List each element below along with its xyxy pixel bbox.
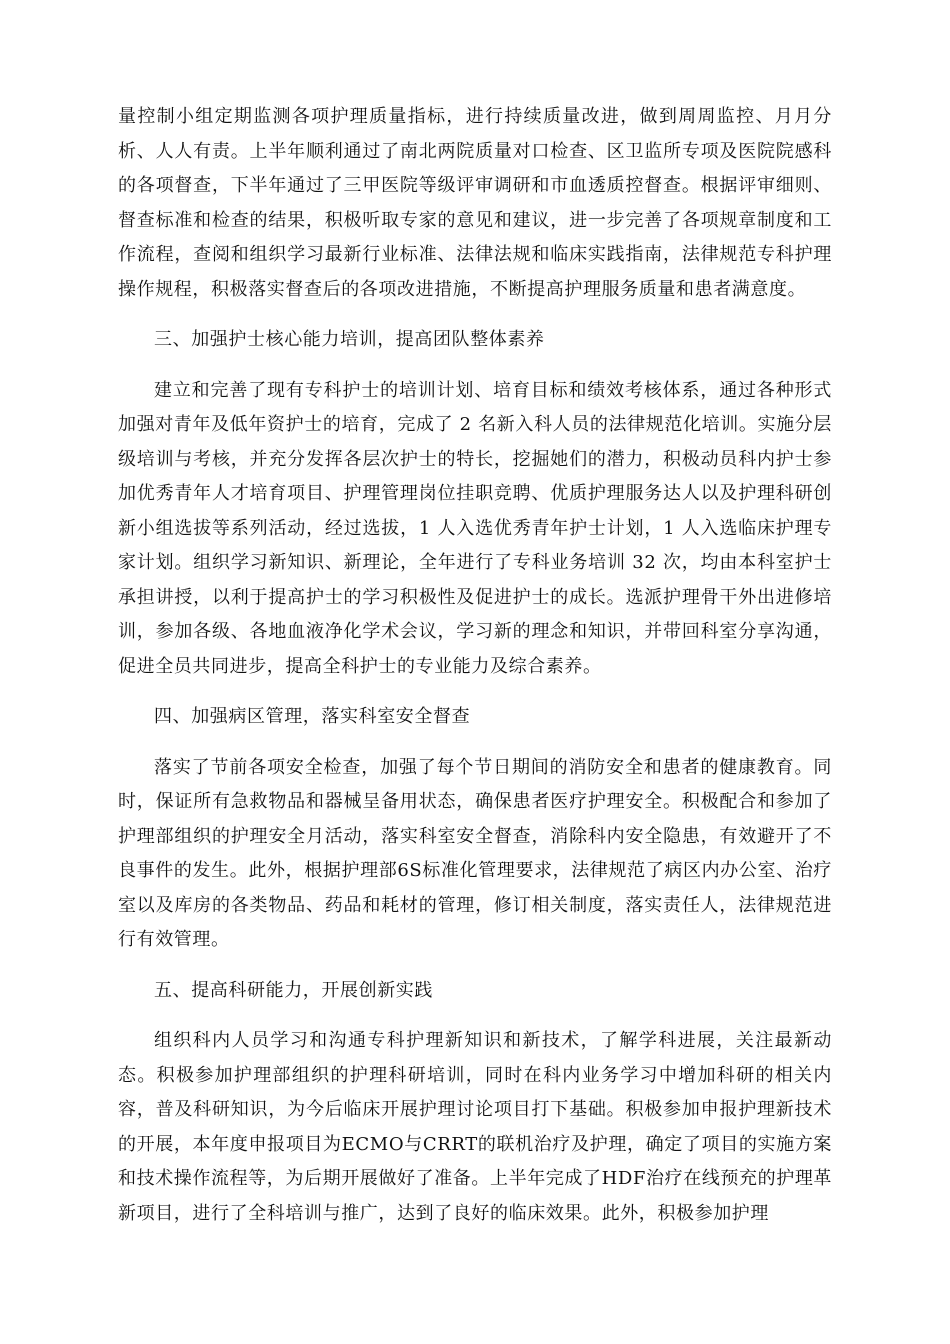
paragraph-gap	[118, 958, 832, 974]
section-heading-4: 四、加强病区管理，落实科室安全督查	[154, 706, 471, 727]
paragraph-safety: 落实了节前各项安全检查，加强了每个节日期间的消防安全和患者的健康教育。同时，保证所有急救物品和器械呈备用状态，确保患者医疗护理安全。积极配合和参加了护理部组织的护理安全月活动，落实科室安全督查，消除科内安全隐患，有效避开了不良事件的发生。此外，根据护理部6S标准化管理要求，法律规范了病区内办公室、治疗室以及库房的各类物品、药品和耗材的管理，修订相关制度，落实责任人，法律规范进行有效管理。	[118, 756, 832, 950]
paragraph-gap	[118, 1008, 832, 1024]
paragraph-gap	[118, 735, 832, 751]
paragraph-quality-control: 量控制小组定期监测各项护理质量指标，进行持续质量改进，做到周周监控、月月分析、人人有责。上半年顺利通过了南北两院质量对口检查、区卫监所专项及医院院感科的各项督查，下半年通过了三甲医院等级评审调研和市血透质控督查。根据评审细则、督查标准和检查的结果，积极听取专家的意见和建议，进一步完善了各项规章制度和工作流程，查阅和组织学习最新行业标准、法律法规和临床实践指南，法律规范专科护理操作规程，积极落实督查后的各项改进措施，不断提高护理服务质量和患者满意度。	[118, 106, 832, 300]
section-heading-3: 三、加强护士核心能力培训，提高团队整体素养	[154, 329, 545, 350]
paragraph-research: 组织科内人员学习和沟通专科护理新知识和新技术，了解学科进展，关注最新动态。积极参加护理部组织的护理科研培训，同时在科内业务学习中增加科研的相关内容，普及科研知识，为今后临床开展护理讨论项目打下基础。积极参加申报护理新技术的开展，本年度申报项目为ECMO与CRRT的联机治疗及护理，确定了项目的实施方案和技术操作流程等，为后期开展做好了准备。上半年完成了HDF治疗在线预充的护理革新项目，进行了全科培训与推广，达到了良好的临床效果。此外，积极参加护理	[118, 1030, 833, 1224]
paragraph-gap	[118, 358, 832, 374]
paragraph-gap	[118, 307, 832, 323]
section-heading-5: 五、提高科研能力，开展创新实践	[154, 979, 433, 1001]
paragraph-gap	[118, 684, 832, 700]
paragraph-training: 建立和完善了现有专科护士的培训计划、培育目标和绩效考核体系，通过各种形式加强对青年及低年资护士的培育，完成了 2 名新入科人员的法律规范化培训。实施分层级培训与考核，并充分发挥各层次护士的特长，挖掘她们的潜力，积极动员科内护士参加优秀青年人才培育项目、护理管理岗位挂职竞聘、优质护理服务达人以及护理科研创新小组选拔等系列活动，经过选拔，1 人入选优秀青年护士计划，1 人入选临床护理专家计划。组织学习新知识、新理论，全年进行了专科业务培训 32 次，均由本科室护士承担讲授，以利于提高护士的学习积极性及促进护士的成长。选派护理骨干外出进修培训，参加各级、各地血液净化学术会议，学习新的理念和知识，并带回科室分享沟通，促进全员共同进步，提高全科护士的专业能力及综合素养。	[118, 379, 832, 677]
